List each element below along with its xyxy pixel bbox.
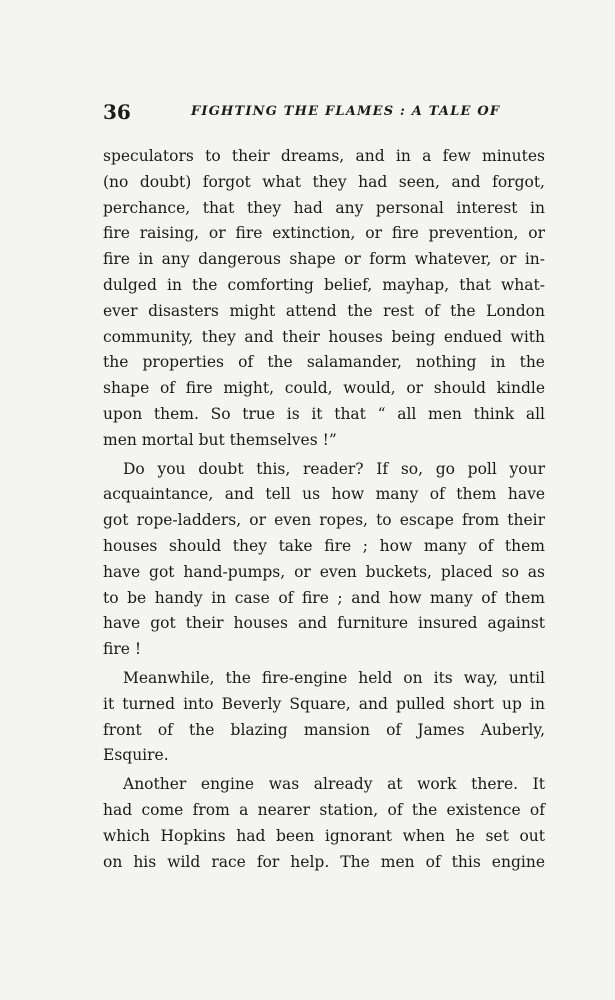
text-line: have got hand-pumps, or even buckets, placed so as: [103, 562, 545, 581]
body-text: [103, 144, 545, 875]
text-line: got rope-ladders, or even ropes, to escape from their: [103, 511, 545, 530]
text-line: which Hopkins had been ignorant when he set out: [103, 826, 545, 845]
text-line: dulged in the comforting belief, mayhap, that what-: [103, 275, 545, 294]
text-line: Another engine was already at work there. It: [123, 775, 545, 794]
text-line: Meanwhile, the fire-engine held on its way, until: [123, 668, 545, 687]
text-line: perchance, that they had any personal interest in: [103, 198, 545, 217]
text-line: to be handy in case of fire ; and how many of them: [103, 588, 545, 607]
paragraph: [103, 457, 545, 663]
text-line: fire raising, or fire extinction, or fire prevention, or: [103, 224, 545, 243]
text-line: fire in any dangerous shape or form whatever, or in-: [103, 250, 545, 269]
text-line: speculators to their dreams, and in a few minutes: [103, 147, 545, 165]
paragraph: [103, 144, 545, 454]
text-line: upon them. So true is it that “ all men think all: [103, 404, 545, 423]
page-number: 36: [103, 100, 131, 124]
text-line: (no doubt) forgot what they had seen, and forgot,: [103, 172, 545, 191]
running-head: FIGHTING THE FLAMES : A TALE OF: [191, 104, 501, 119]
page-header: [103, 100, 543, 124]
text-line: shape of fire might, could, would, or should kindle: [103, 379, 545, 398]
text-line: Esquire.: [103, 746, 169, 765]
text-line: front of the blazing mansion of James Auberly,: [103, 720, 545, 739]
text-line: Do you doubt this, reader? If so, go poll your: [123, 459, 545, 478]
text-line: men mortal but themselves !”: [103, 430, 337, 449]
text-line: it turned into Beverly Square, and pulled short up in: [103, 694, 545, 713]
text-line: houses should they take fire ; how many of them: [103, 536, 545, 555]
text-line: have got their houses and furniture insured against: [103, 614, 545, 633]
paragraph: [103, 772, 545, 875]
text-line: had come from a nearer station, of the existence of: [103, 800, 545, 819]
text-line: community, they and their houses being endued with: [103, 327, 545, 346]
text-line: on his wild race for help. The men of this engine: [103, 852, 545, 871]
text-line: the properties of the salamander, nothing in the: [103, 353, 545, 372]
paragraph: [103, 666, 545, 769]
text-line: acquaintance, and tell us how many of them have: [103, 485, 545, 504]
text-line: ever disasters might attend the rest of the London: [103, 301, 545, 320]
text-line: fire !: [103, 640, 142, 659]
